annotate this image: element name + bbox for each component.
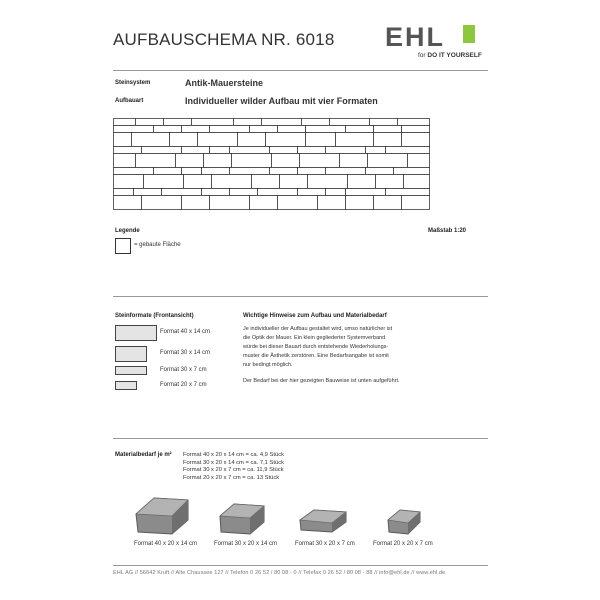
stone-caption-4: Format 20 x 20 x 7 cm — [373, 541, 433, 547]
material-list — [183, 452, 284, 483]
material-line: Format 30 x 20 x 14 cm = ca. 7,1 Stück — [183, 459, 285, 466]
material-heading: Materialbedarf je m² — [115, 452, 172, 458]
hints-line: Je individueller der Aufbau gestaltet wird, umso natürlicher ist — [243, 326, 393, 332]
logo-text: EHL — [385, 22, 445, 52]
divider-middle — [113, 296, 488, 297]
material-line: Format 30 x 20 x 7 cm = ca. 11,9 Stück — [183, 467, 284, 474]
hints-paragraph-2: Der Bedarf bei der hier gezeigten Bauweise ist unten aufgeführt. — [243, 378, 400, 384]
stone-image-20x20x7 — [386, 508, 422, 536]
material-line: Format 40 x 20 x 14 cm = ca. 4,9 Stück — [183, 452, 285, 458]
aufbauart-value: Individueller wilder Aufbau mit vier Formaten — [185, 96, 378, 106]
hints-paragraph-1 — [243, 325, 448, 370]
hints-line: die Optik der Mauer. Ein klein gegliederter Systemverband — [243, 335, 386, 341]
hints-line: nur bedingt möglich. — [243, 362, 293, 368]
format-label-20x7: Format 20 x 7 cm — [160, 382, 207, 388]
format-sample-40x14 — [115, 325, 157, 341]
tagline-prefix: for — [418, 52, 426, 59]
hints-heading: Wichtige Hinweise zum Aufbau und Materialbedarf — [243, 313, 387, 319]
divider-top — [113, 70, 488, 71]
format-label-30x7: Format 30 x 7 cm — [160, 367, 207, 373]
format-sample-20x7 — [115, 381, 137, 390]
ehl-logo — [385, 22, 490, 72]
legend-swatch — [115, 238, 131, 254]
logo-green-square — [463, 25, 475, 43]
tagline-bold: DO IT YOURSELF — [427, 52, 482, 59]
footer-address: EHL AG // 56642 Kruft // Alte Chaussee 127 // Telefon 0 26 52 / 80 08 - 0 // Telefax 0 26 52 / 80 08 - 88 // info@ehl.de // www.ehl.de — [113, 570, 446, 576]
divider-footer — [113, 565, 488, 566]
hints-line: muster die Ästhetik zerstören. Eine Bedarfsangabe ist somit — [243, 353, 389, 359]
divider-lower — [113, 438, 488, 439]
format-sample-30x14 — [115, 346, 147, 362]
material-line: Format 20 x 20 x 7 cm = ca. 13 Stück — [183, 475, 280, 482]
stone-caption-2: Format 30 x 20 x 14 cm — [214, 541, 278, 547]
hints-line: würde bei dieser Bauart durch entstehende Wiederholungs- — [243, 344, 389, 350]
format-label-30x14: Format 30 x 14 cm — [160, 350, 211, 356]
steinsystem-value: Antik-Mauersteine — [185, 78, 264, 88]
stone-caption-1: Format 40 x 20 x 14 cm — [134, 541, 198, 547]
page-title: AUFBAUSCHEMA NR. 6018 — [113, 30, 335, 49]
stone-caption-3: Format 30 x 20 x 7 cm — [295, 541, 355, 547]
format-sample-30x7 — [115, 366, 147, 375]
legend-item-text: = gebaute Fläche — [134, 242, 181, 248]
stone-image-40x20x14 — [134, 496, 190, 536]
aufbauart-label: Aufbauart — [115, 98, 144, 104]
formats-heading: Steinformate (Frontansicht) — [115, 313, 194, 319]
tagline — [418, 52, 482, 59]
stone-image-30x20x7 — [298, 508, 348, 534]
wall-pattern — [113, 118, 430, 210]
stone-image-30x20x14 — [218, 502, 266, 536]
scale-label: Maßstab 1:20 — [428, 228, 467, 234]
steinsystem-label: Steinsystem — [115, 80, 151, 86]
legend-label: Legende — [115, 228, 140, 234]
format-label-40x14: Format 40 x 14 cm — [160, 329, 211, 335]
